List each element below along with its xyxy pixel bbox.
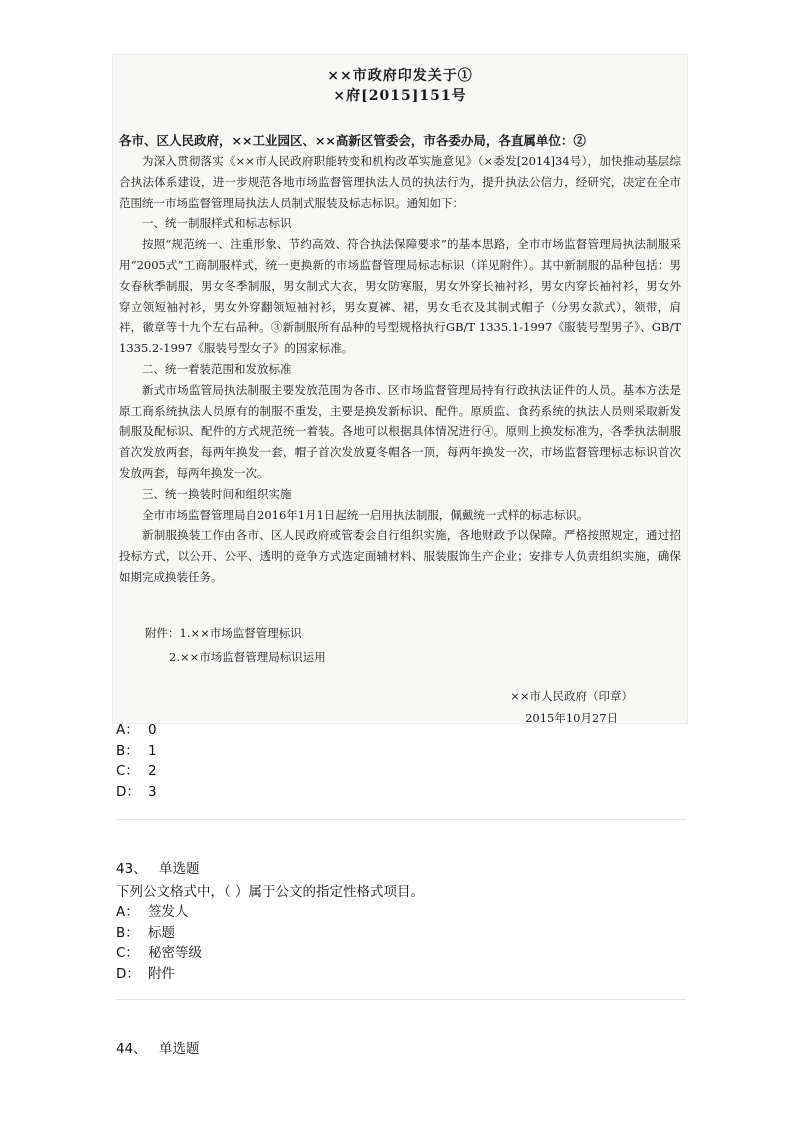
document-paragraph: 为深入贯彻落实《××市人民政府职能转变和机构改革实施意见》（×委发[2014]34号），加快推动基层综合执法体系建设，进一步规范各地市场监督管理执法人员的执法行为，提升执法公信力，经研究，决定在全市范围统一市场监督管理局执法人员制式服装及标志标识。通知如下： xyxy=(119,154,681,210)
option-b[interactable]: B： 1 xyxy=(116,742,157,759)
question-43-text: 下列公文格式中，（ ）属于公文的指定性格式项目。 xyxy=(116,884,425,900)
document-section-heading: 一、统一制服样式和标志标识 xyxy=(142,216,292,231)
document-section-heading: 二、统一着装范围和发放标准 xyxy=(142,361,292,376)
question-type: 单选题 xyxy=(158,1041,200,1057)
option-c[interactable]: C： 秘密等级 xyxy=(116,945,202,961)
q43-options xyxy=(116,902,202,984)
option-d[interactable]: D： 3 xyxy=(116,783,157,800)
option-d[interactable]: D： 附件 xyxy=(116,965,175,982)
divider xyxy=(116,999,686,1000)
q42-options xyxy=(116,720,157,802)
document-title: ××市政府印发关于① xyxy=(327,68,473,84)
document-signature xyxy=(510,685,633,729)
option-a[interactable]: A： 签发人 xyxy=(116,904,189,920)
option-c[interactable]: C： 2 xyxy=(116,763,157,779)
question-number: 44、 xyxy=(116,1041,147,1057)
document-section-heading: 三、统一换装时间和组织实施 xyxy=(142,486,292,501)
document-attachments xyxy=(145,621,326,669)
question-type: 单选题 xyxy=(158,861,200,877)
document-paragraph: 按照“规范统一、注重形象、节约高效、符合执法保障要求”的基本思路，全市市场监督管理局执法制服采用“2005式”工商制服样式，统一更换新的市场监督管理局标志标识（详见附件）。其中新制服的品种包括：男女春秋季制服，男女冬季制服，男女制式大衣，男女防寒服，男女外穿长袖衬衫，男女内穿长袖衬衫，男女外穿立领短袖衬衫，男女外穿翻领短袖衬衫，男女夏裤、裙，男女毛衣及其制式帽子（分男女款式），领带，肩袢，徽章等十九个左右品种。③新制服所有品种的号型规格执行GB/T 1335.1-1997《服装号型男子》、GB/T 1335.2-1997《服装号型女子》的国家标准。 xyxy=(119,237,681,356)
option-a[interactable]: A： 0 xyxy=(116,722,157,738)
document-number: ×府[2015]151号 xyxy=(333,88,467,104)
document-addressee: 各市、区人民政府，××工业园区、××高新区管委会，市各委办局，各直属单位：② xyxy=(119,133,586,148)
question-44-header xyxy=(116,1037,199,1057)
question-number: 43、 xyxy=(116,861,147,877)
question-43-header xyxy=(116,857,199,877)
attachment-item: 2.××市场监督管理局标识运用 xyxy=(169,650,326,664)
option-b[interactable]: B： 标题 xyxy=(116,924,175,941)
document-paragraph: 全市市场监督管理局自2016年1月1日起统一启用执法制服，佩戴统一式样的标志标识。 xyxy=(142,507,589,522)
document-paragraph: 新制服换装工作由各市、区人民政府或管委会自行组织实施，各地财政予以保障。严格按照规定，通过招投标方式，以公开、公平、透明的竞争方式选定面辅材料、服装服饰生产企业；安排专人负责组织实施，确保如期完成换装任务。 xyxy=(119,528,681,584)
document-issuer: ××市人民政府（印章） xyxy=(510,689,633,703)
document-paragraph: 新式市场监管局执法制服主要发放范围为各市、区市场监督管理局持有行政执法证件的人员。基本方法是原工商系统执法人员原有的制服不重发，主要是换发新标识、配件。原质监、食药系统的执法人员则采取新发制服及配标识、配件的方式规范统一着装。各地可以根据具体情况进行④。原则上换发标准为，各季执法制服首次发放两套，每两年换发一套，帽子首次发放夏冬帽各一顶，每两年换发一次，市场监督管理标志标识首次发放两套，每两年换发一次。 xyxy=(119,382,681,480)
scanned-document-image xyxy=(112,54,688,724)
attachment-item: 附件：1.××市场监督管理标识 xyxy=(145,626,302,640)
document-date: 2015年10月27日 xyxy=(525,711,619,725)
divider xyxy=(116,819,686,820)
document-body xyxy=(119,151,681,588)
